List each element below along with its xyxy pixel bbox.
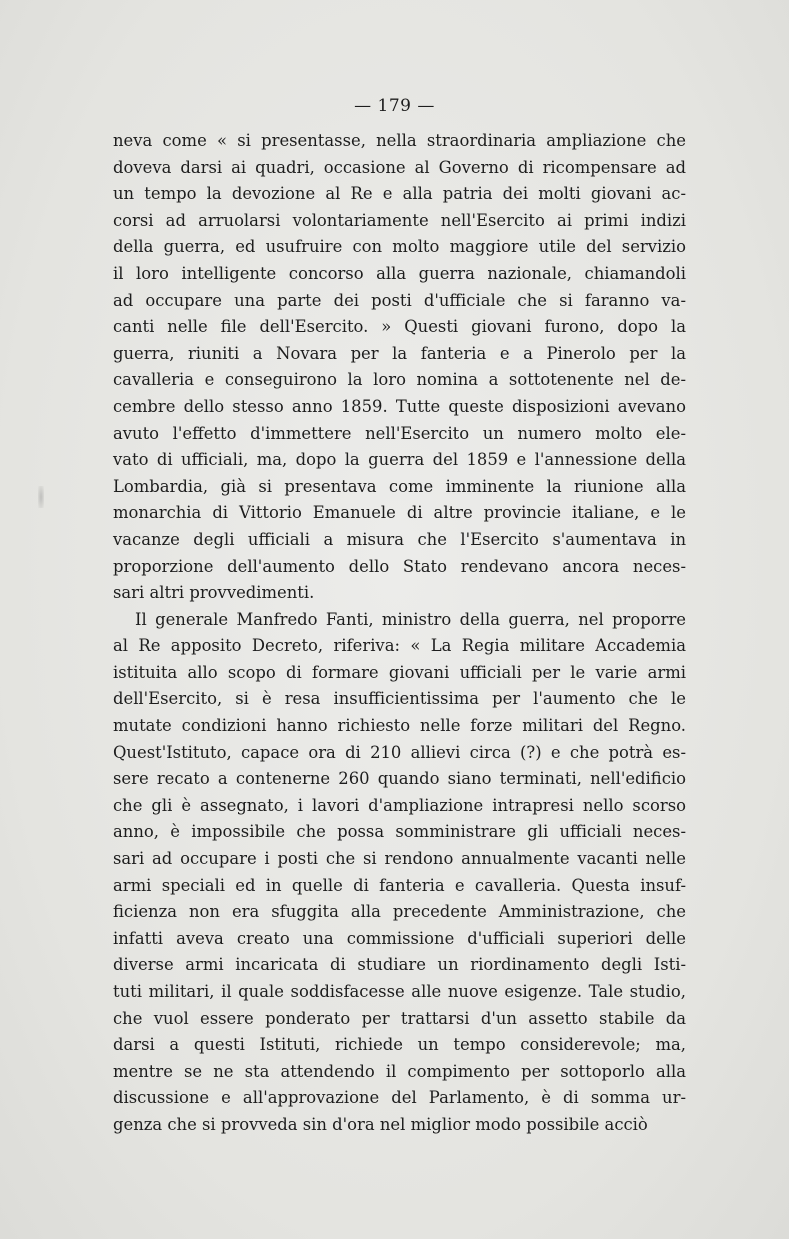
text-line: dell'Esercito, si è resa insufficientissima per l'aumento che le <box>113 689 686 709</box>
text-line: armi speciali ed in quelle di fanteria e cavalleria. Questa insuf- <box>113 875 686 895</box>
text-line: sari ad occupare i posti che si rendono annualmente vacanti nelle <box>113 849 686 869</box>
text-line: vato di ufficiali, ma, dopo la guerra del 1859 e l'annessione della <box>113 450 686 470</box>
text-line: corsi ad arruolarsi volontariamente nell'Esercito ai primi indizi <box>113 210 686 230</box>
text-line: cavalleria e conseguirono la loro nomina a sottotenente nel de- <box>113 370 686 390</box>
text-line: un tempo la devozione al Re e alla patria dei molti giovani ac- <box>113 184 686 204</box>
text-line: che vuol essere ponderato per trattarsi d'un assetto stabile da <box>113 1008 686 1028</box>
text-line: genza che si provveda sin d'ora nel miglior modo possibile acciò <box>113 1114 648 1134</box>
text-line: diverse armi incaricata di studiare un riordinamento degli Isti- <box>113 955 686 975</box>
text-line: vacanze degli ufficiali a misura che l'Esercito s'aumentava in <box>113 529 686 549</box>
text-line: al Re apposito Decreto, riferiva: « La Regia militare Accademia <box>113 636 686 656</box>
text-line: Quest'Istituto, capace ora di 210 allievi circa (?) e che potrà es- <box>113 742 686 762</box>
text-line: cembre dello stesso anno 1859. Tutte queste disposizioni avevano <box>113 396 686 416</box>
text-line: che gli è assegnato, i lavori d'ampliazione intrapresi nello scorso <box>113 795 686 815</box>
text-line: ficienza non era sfuggita alla precedente Amministrazione, che <box>113 902 686 922</box>
text-line: Il generale Manfredo Fanti, ministro della guerra, nel proporre <box>135 609 686 629</box>
text-line: il loro intelligente concorso alla guerra nazionale, chiamandoli <box>113 263 686 283</box>
text-line: anno, è impossibile che possa somministrare gli ufficiali neces- <box>113 822 686 842</box>
text-line: proporzione dell'aumento dello Stato rendevano ancora neces- <box>113 556 686 576</box>
text-line: darsi a questi Istituti, richiede un tempo considerevole; ma, <box>113 1035 686 1055</box>
text-line: neva come « si presentasse, nella straordinaria ampliazione che <box>113 131 686 150</box>
text-line: sari altri provvedimenti. <box>113 583 315 603</box>
text-line: monarchia di Vittorio Emanuele di altre provincie italiane, e le <box>113 503 686 523</box>
text-line: istituita allo scopo di formare giovani ufficiali per le varie armi <box>113 662 686 682</box>
text-line: guerra, riuniti a Novara per la fanteria e a Pinerolo per la <box>113 343 686 363</box>
body-text <box>113 128 686 1139</box>
text-line: avuto l'effetto d'immettere nell'Esercito un numero molto ele- <box>113 423 686 443</box>
text-line: Lombardia, già si presentava come imminente la riunione alla <box>113 476 686 496</box>
text-line: canti nelle file dell'Esercito. » Questi giovani furono, dopo la <box>113 317 686 337</box>
text-line: della guerra, ed usufruire con molto maggiore utile del servizio <box>113 237 686 257</box>
text-line: infatti aveva creato una commissione d'ufficiali superiori delle <box>113 928 686 948</box>
text-line: doveva darsi ai quadri, occasione al Governo di ricompensare ad <box>113 157 686 177</box>
text-line: mutate condizioni hanno richiesto nelle forze militari del Regno. <box>113 716 686 736</box>
text-line: mentre se ne sta attendendo il compimento per sottoporlo alla <box>113 1061 686 1081</box>
text-line: discussione e all'approvazione del Parlamento, è di somma ur- <box>113 1088 686 1108</box>
paper-speck <box>38 486 44 508</box>
text-line: ad occupare una parte dei posti d'ufficiale che si faranno va- <box>113 290 686 310</box>
text-line: sere recato a contenerne 260 quando siano terminati, nell'edificio <box>113 769 686 789</box>
page-number: — 179 — <box>354 96 435 116</box>
text-line: tuti militari, il quale soddisfacesse alle nuove esigenze. Tale studio, <box>113 982 686 1001</box>
